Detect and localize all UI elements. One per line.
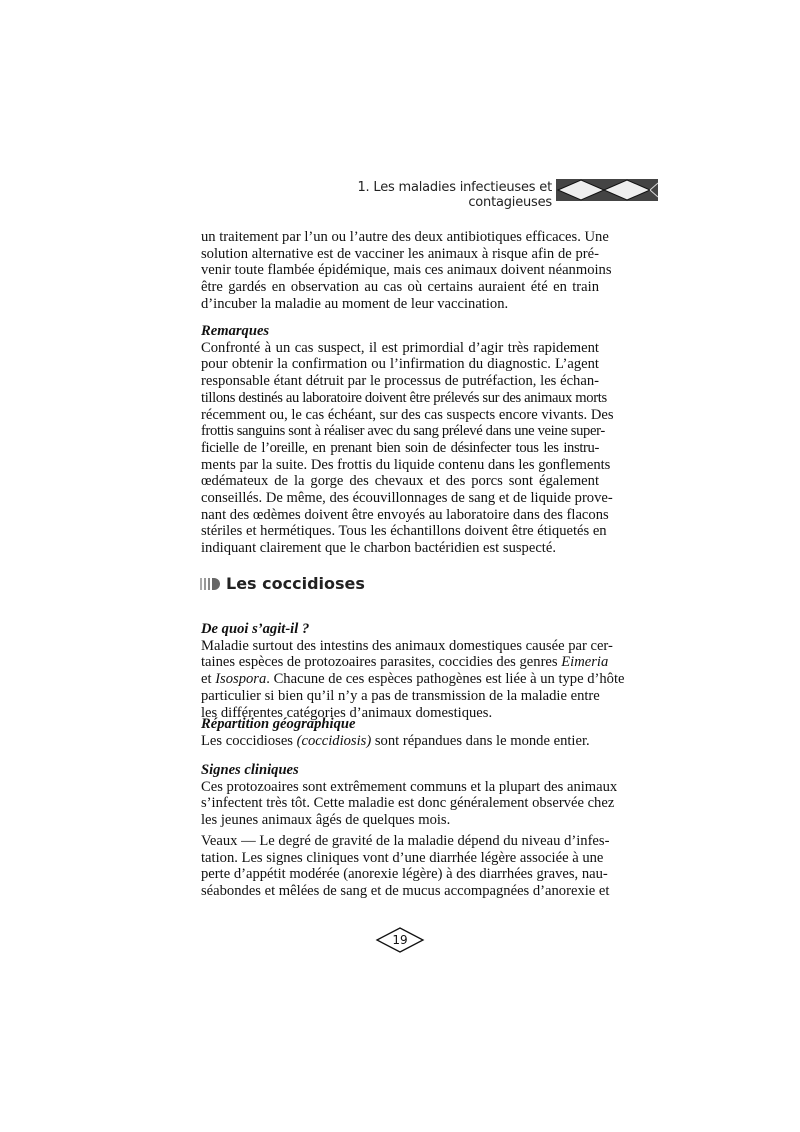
text-segment: Ces protozoaires sont extrêmement communs et la plupart des animaux (201, 778, 618, 795)
text-line (201, 654, 609, 671)
text-line (201, 340, 599, 357)
text-line (201, 456, 611, 474)
repartition-section (201, 716, 599, 749)
text-line (201, 795, 615, 812)
text-segment: les différentes catégories d’animaux domestiques. (201, 704, 493, 721)
running-header: 1. Les maladies infectieuses et contagieuses (357, 180, 552, 210)
text-line (201, 406, 614, 424)
text-segment: conseillés. De même, des écouvillonnages de sang et de liquide prove- (201, 490, 613, 507)
text-line (201, 637, 613, 655)
text-line (201, 812, 599, 829)
italic-term: Eimeria (561, 654, 609, 671)
text-segment: ments par la suite. Des frottis du liquide contenu dans les gonflements (201, 456, 611, 473)
text-segment: pour obtenir la confirmation ou l’infirmation du diagnostic. L’agent (201, 356, 599, 373)
italic-term: Isospora (215, 671, 267, 688)
text-segment: Maladie surtout des intestins des animaux domestiques causée par cer- (201, 637, 613, 654)
text-line (201, 833, 610, 850)
subheading-remarques: Remarques (201, 323, 270, 339)
text-line (201, 440, 599, 457)
paragraph-repartition (201, 733, 599, 750)
text-segment: particulier si bien qu’il n’y a pas de transmission de la maladie entre (201, 687, 600, 704)
text-line (201, 506, 609, 524)
text-segment: Les coccidioses (201, 732, 297, 749)
text-segment: d’incuber la maladie au moment de leur vaccination. (201, 295, 509, 312)
page-number-text: 19 (392, 933, 408, 947)
text-line (201, 423, 605, 440)
text-segment: indiquant clairement que le charbon bactéridien est suspecté. (201, 540, 556, 557)
text-line (201, 373, 599, 390)
signes-section (201, 762, 618, 829)
text-segment: frottis sanguins sont à réaliser avec du sang prélevé dans une veine super- (201, 423, 605, 440)
text-segment: responsable étant détruit par le processus de putréfaction, les échan- (201, 373, 599, 390)
text-segment: taines espèces de protozoaires parasites, coccidies des genres (201, 654, 562, 671)
text-segment: venir toute flambée épidémique, mais ces animaux doivent néanmoins (201, 262, 612, 279)
text-line (201, 671, 625, 688)
decorative-diamond-band (556, 179, 658, 201)
page-number (375, 926, 425, 959)
text-segment: stériles et hermétiques. Tous les échantillons doivent être étiquetés en (201, 523, 607, 540)
subheading-repartition: Répartition géographique (201, 716, 356, 732)
text-line (201, 473, 599, 490)
text-line (201, 356, 599, 373)
text-segment: être gardés en observation au cas où certains auraient été en train (201, 279, 599, 296)
text-segment: solution alternative est de vacciner les animaux à risque afin de pré- (201, 245, 599, 262)
text-segment: Confronté à un cas suspect, il est primordial d’agir très rapidement (201, 339, 599, 356)
text-segment: nant des œdèmes doivent être envoyés au laboratoire dans des flacons (201, 506, 609, 523)
text-segment: les jeunes animaux âgés de quelques mois. (201, 812, 451, 829)
subheading-quoi: De quoi s’agit-il ? (201, 621, 310, 637)
italic-term: (coccidiosis) (296, 732, 372, 749)
text-segment: perte d’appétit modérée (anorexie légère) à des diarrhées graves, nau- (201, 866, 608, 883)
text-line (201, 849, 604, 867)
text-segment: Veaux — Le degré de gravité de la maladie dépend du niveau d’infes- (201, 833, 610, 849)
text-line (201, 279, 599, 296)
paragraph-quoi (201, 637, 625, 722)
paragraph-signes (201, 778, 618, 829)
text-line (201, 866, 608, 883)
text-line (201, 229, 609, 246)
text-segment: sont répandues dans le monde entier. (371, 732, 590, 749)
text-segment: récemment ou, le cas échéant, sur des cas suspects encore vivants. Des (201, 406, 614, 423)
text-segment: tation. Les signes cliniques vont d’une diarrhée légère associée à une (201, 849, 604, 866)
text-segment: tillons destinés au laboratoire doivent être prélevés sur des animaux morts (201, 389, 607, 406)
text-line (201, 688, 599, 705)
text-segment: un traitement par l’un ou l’autre des deux antibiotiques efficaces. Une (201, 229, 609, 245)
paragraph-remarques (201, 339, 614, 557)
text-line (201, 523, 607, 540)
text-line (201, 540, 599, 557)
text-line (201, 778, 618, 796)
text-segment: et (201, 671, 216, 688)
text-line (201, 883, 610, 900)
text-line (201, 296, 599, 313)
section-heading (200, 574, 365, 593)
text-segment: séabondes et mêlées de sang et de mucus accompagnées d’anorexie et (201, 883, 610, 900)
paragraph-veaux (201, 833, 610, 900)
text-line (201, 733, 599, 750)
quoi-section (201, 621, 625, 721)
section-bullet-icon (200, 577, 220, 591)
text-line (201, 490, 613, 507)
text-segment: s’infectent très tôt. Cette maladie est donc généralement observée chez (201, 795, 615, 812)
remarques-section (201, 323, 614, 557)
text-line (201, 389, 607, 407)
paragraph-antibiotics (201, 229, 612, 313)
text-line (201, 246, 599, 263)
text-segment: . Chacune de ces espèces pathogènes est liée à un type d’hôte (266, 671, 625, 688)
text-segment: œdémateux de la gorge des chevaux et des porcs sont également (201, 473, 599, 490)
text-line (201, 262, 612, 279)
section-title: Les coccidioses (226, 574, 365, 593)
subheading-signes: Signes cliniques (201, 762, 299, 778)
text-segment: ficielle de l’oreille, en prenant bien soin de désinfecter tous les instru- (201, 439, 599, 456)
